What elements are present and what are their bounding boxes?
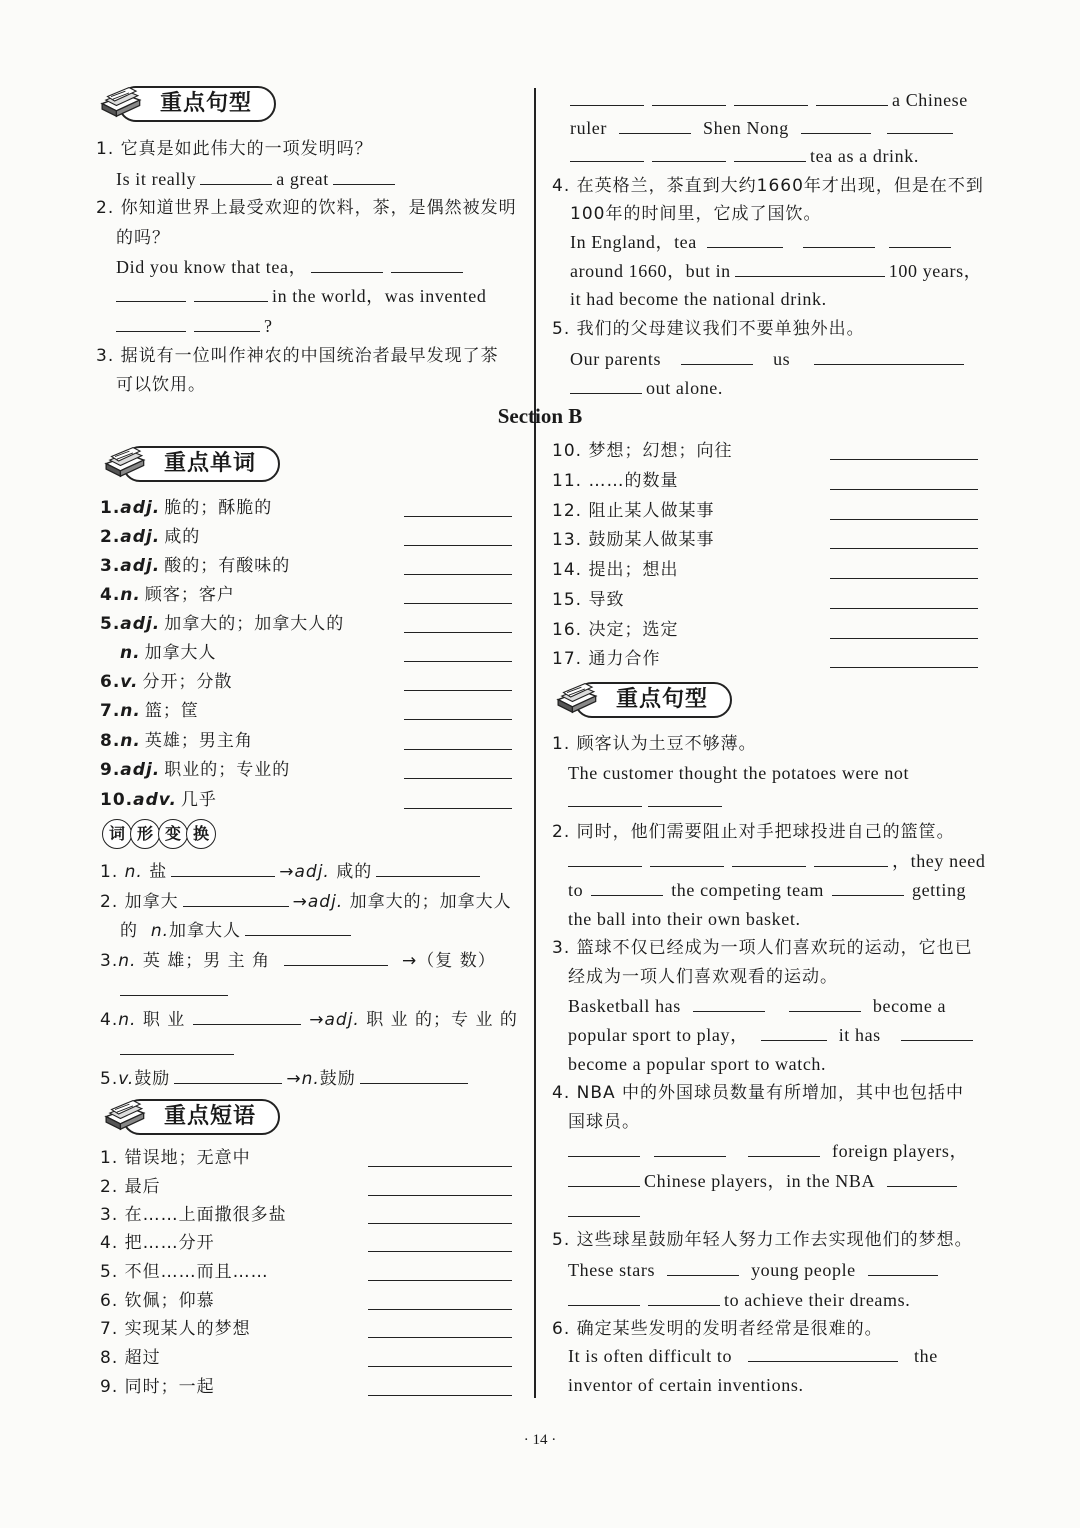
zh: 职 业 的；专 业 的 [366,1010,518,1030]
blank[interactable] [284,949,388,966]
part-of-speech: adj. [120,760,161,780]
word-meaning: 篮；筐 [144,701,199,721]
answer-line[interactable] [404,749,512,750]
blank[interactable] [693,995,765,1012]
sentence-en-line: the ball into their own basket. [568,909,801,929]
header-label: 重点单词 [122,446,280,482]
phrase-item: 5. 不但……而且…… [100,1262,269,1282]
text: to achieve their dreams. [724,1290,911,1310]
header-char: 词 [102,819,132,849]
word-meaning: 顾客；客户 [144,585,235,605]
question-en-line [570,348,968,370]
header-label: 重点句型 [574,682,732,718]
zh: 2. 加拿大 [100,892,179,912]
blank[interactable] [814,348,964,365]
blank[interactable] [194,315,260,332]
blank[interactable] [889,231,951,248]
phrase-item: 7. 实现某人的梦想 [100,1319,251,1339]
question-en-line [116,256,467,278]
sentence-en-line [568,1259,942,1281]
num: 5. [100,1069,119,1089]
blank[interactable] [391,256,463,273]
blank[interactable] [116,285,186,302]
blank[interactable] [887,1170,957,1187]
blank[interactable] [816,89,888,106]
pos: n. [118,951,137,971]
text: become a [872,996,947,1016]
question-en-line [570,231,955,253]
zh: 咸的 [336,862,373,882]
word-item [100,613,344,635]
num: 3. [100,951,119,971]
part-of-speech: adj. [120,556,161,576]
word-form-item [120,919,355,942]
question-en-line [570,89,968,111]
phrase-item: 6. 钦佩；仰慕 [100,1291,215,1311]
question-zh: 1. 它真是如此伟大的一项发明吗？ [96,139,373,159]
word-meaning: 加拿大人 [144,643,217,663]
zh: 职 业 [142,1010,186,1030]
section-title: Section B [497,404,583,428]
answer-line[interactable] [368,1309,512,1310]
text: it has [838,1025,881,1045]
page-number: · 14 · [523,1432,557,1448]
phrase-item: 12. 阻止某人做某事 [552,501,715,521]
question-zh: 5. 我们的父母建议我们不要单独外出。 [552,319,865,339]
blank[interactable] [200,168,272,185]
answer-line[interactable] [404,632,512,633]
blank[interactable] [193,1008,301,1025]
blank[interactable] [591,879,663,896]
blank[interactable] [568,1289,640,1306]
blank[interactable] [568,1140,640,1157]
part-of-speech: adv. [133,790,177,810]
blank[interactable] [832,879,904,896]
text: popular sport to play， [568,1025,749,1045]
arrow: → [286,1069,302,1089]
blank[interactable] [570,377,642,394]
word-form-item [100,1008,518,1031]
text: ? [264,316,273,336]
word-item [100,759,290,781]
blank[interactable] [568,1170,640,1187]
blank[interactable] [868,1259,938,1276]
section-header-key-sentences-a [96,82,296,122]
answer-line[interactable] [404,516,512,517]
pos: n. [124,862,143,882]
part-of-speech: n. [120,701,141,721]
question-en-line [570,117,957,139]
phrase-item: 3. 在……上面撒很多盐 [100,1205,287,1225]
blank[interactable] [650,850,724,867]
answer-line[interactable] [120,995,228,996]
item-number: 4. [100,585,121,605]
pos: adj. [307,892,344,912]
sentence-zh: 4. NBA 中的外国球员数量有所增加，其中也包括中 [552,1083,965,1103]
part-of-speech: v. [120,672,139,692]
question-zh: 可以饮用。 [116,375,206,395]
sentence-zh: 6. 确定某些发明的发明者经常是很难的。 [552,1319,883,1339]
section-header-key-phrases [100,1095,300,1135]
answer-line[interactable] [404,603,512,604]
question-en-line [570,145,919,167]
question-zh: 100年的时间里，它成了国饮。 [570,204,822,224]
num: 1. [100,862,119,882]
blank[interactable] [648,1289,720,1306]
sentence-en-line [568,1140,968,1162]
phrase-item: 13. 鼓励某人做某事 [552,530,715,550]
word-item [100,584,235,606]
arrow: → [279,862,295,882]
blank[interactable] [887,117,953,134]
section-header-key-sentences-b [552,678,752,718]
text: a great [276,169,329,189]
question-en-line: it had become the national drink. [570,289,827,309]
text: Chinese players，in the NBA [644,1171,876,1191]
word-meaning: 脆的；酥脆的 [164,498,273,518]
sentence-zh: 经成为一项人们喜欢观看的运动。 [568,967,838,987]
pos: n. [301,1069,320,1089]
text: a Chinese [892,90,968,110]
blank[interactable] [761,1024,827,1041]
text: us [773,349,791,369]
question-en-line [116,168,399,190]
question-en-line [116,315,273,337]
text: 100 years， [888,261,983,281]
blank[interactable] [801,117,871,134]
blank[interactable] [652,145,726,162]
blank[interactable] [194,285,268,302]
text: the competing team [671,880,824,900]
text: In England，tea [570,232,697,252]
answer-line[interactable] [368,1166,512,1167]
word-meaning: 加拿大的；加拿大人的 [164,614,345,634]
sentence-zh: 国球员。 [568,1112,640,1132]
answer-line[interactable] [830,459,978,460]
header-char: 换 [186,819,216,849]
text: These stars [568,1260,656,1280]
blank[interactable] [619,117,691,134]
text: ，they need [892,851,986,871]
text: getting [911,880,967,900]
blank[interactable] [732,850,806,867]
blank[interactable] [901,1024,973,1041]
num: 4. [100,1010,119,1030]
zh: 加拿大的；加拿大人 [349,892,512,912]
sentence-en-line [568,790,726,812]
phrase-item: 10. 梦想；幻想；向往 [552,441,733,461]
text: tea as a drink. [810,146,919,166]
blank[interactable] [116,315,186,332]
word-meaning: 酸的；有酸味的 [164,556,291,576]
blank[interactable] [652,89,726,106]
text: to [568,880,584,900]
arrow: → [292,892,308,912]
word-form-item [100,949,496,972]
answer-line[interactable] [404,545,512,546]
arrow: → [309,1010,325,1030]
word-item [100,526,200,548]
part-of-speech: adj. [120,527,161,547]
blank[interactable] [183,890,289,907]
blank[interactable] [748,1345,898,1362]
text: the [914,1346,938,1366]
blank[interactable] [568,850,642,867]
sentence-en-line [568,1289,910,1311]
blank[interactable] [568,790,642,807]
text: ruler [570,118,607,138]
phrase-item: 8. 超过 [100,1348,161,1368]
sentence-en-line: The customer thought the potatoes were not [568,763,910,783]
word-item [100,497,272,519]
header-label: 重点句型 [118,86,276,122]
sentence-en-line [568,995,946,1017]
header-char: 变 [158,819,188,849]
word-item [100,730,253,752]
header-label: 重点短语 [122,1099,280,1135]
phrase-item: 17. 通力合作 [552,649,661,669]
phrase-item: 9. 同时；一起 [100,1377,215,1397]
answer-line[interactable] [830,578,978,579]
book-icon [100,1097,148,1131]
answer-line[interactable] [404,808,512,809]
blank[interactable] [333,168,395,185]
text: Is it really [116,169,197,189]
blank[interactable] [667,1259,739,1276]
question-en-line [570,377,723,399]
part-of-speech: n. [120,585,141,605]
text: young people [751,1260,856,1280]
answer-line[interactable] [404,778,512,779]
word-item [100,789,217,811]
answer-line[interactable] [830,638,978,639]
zh: 的 [120,921,138,941]
sentence-zh: 1. 顾客认为土豆不够薄。 [552,734,757,754]
item-number: 10. [100,790,134,810]
blank[interactable] [814,850,888,867]
text: out alone. [646,378,723,398]
phrase-item: 14. 提出；想出 [552,560,679,580]
blank[interactable] [681,348,753,365]
pos: adj. [294,862,330,882]
answer-line[interactable] [368,1251,512,1252]
sentence-en-line [568,1345,938,1367]
answer-line[interactable] [830,548,978,549]
blank[interactable] [360,1067,468,1084]
question-zh: 的吗？ [116,228,170,248]
answer-line[interactable] [830,608,978,609]
answer-line[interactable] [404,661,512,662]
blank[interactable] [376,860,480,877]
answer-line[interactable] [404,574,512,575]
sentence-zh: 3. 篮球不仅已经成为一项人们喜欢玩的运动，它也已 [552,938,973,958]
item-number: 9. [100,760,121,780]
blank[interactable] [735,260,885,277]
blank[interactable] [570,145,644,162]
question-zh: 3. 据说有一位叫作神农的中国统治者最早发现了茶 [96,346,499,366]
zh: 英 雄；男 主 角 [142,951,271,971]
answer-line[interactable] [830,667,978,668]
blank[interactable] [707,231,783,248]
word-form-item [100,890,512,913]
sentence-en-line [568,1170,961,1192]
section-header-key-words [100,442,300,482]
word-meaning: 几乎 [180,790,217,810]
blank[interactable] [174,1067,282,1084]
phrase-item: 1. 错误地；无意中 [100,1148,251,1168]
zh: 鼓励 [134,1069,171,1089]
word-form-item [100,860,484,883]
sentence-en-line: become a popular sport to watch. [568,1054,827,1074]
part-of-speech: n. [120,731,141,751]
answer-line[interactable] [368,1395,512,1396]
question-zh: 2. 你知道世界上最受欢迎的饮料，茶，是偶然被发明 [96,198,517,218]
phrase-item: 16. 决定；选定 [552,620,679,640]
item-number: 3. [100,556,121,576]
text: foreign players， [832,1141,969,1161]
item-number: 8. [100,731,121,751]
zh: 鼓励 [319,1069,356,1089]
word-meaning: 咸的 [164,527,201,547]
zh: 盐 [149,862,168,882]
answer-line[interactable] [404,690,512,691]
item-number: 5. [100,614,121,634]
word-meaning: 职业的；专业的 [164,760,291,780]
answer-line[interactable] [368,1337,512,1338]
item-number: 2. [100,527,121,547]
blank[interactable] [789,995,861,1012]
item-number: 1. [100,498,121,518]
pos: n. [150,921,169,941]
answer-line[interactable] [830,489,978,490]
blank[interactable] [311,256,383,273]
word-meaning: 英雄；男主角 [144,731,253,751]
blank[interactable] [803,231,875,248]
blank[interactable] [734,89,808,106]
pos: n. [118,1010,137,1030]
pos: adj. [324,1010,360,1030]
question-zh: 4. 在英格兰，茶直到大约1660年才出现，但是在不到 [552,176,984,196]
arrow: →（复 数） [402,951,496,971]
word-item [100,671,232,693]
item-number: 6. [100,672,121,692]
answer-line[interactable] [368,1280,512,1281]
sentence-en-line [568,1024,977,1046]
blank[interactable] [734,145,806,162]
book-icon [100,444,148,478]
text: Did you know that tea， [116,257,308,277]
answer-line[interactable] [404,719,512,720]
blank[interactable] [570,89,644,106]
answer-line[interactable] [368,1195,512,1196]
question-en-line [116,285,486,307]
sentence-en-line: inventor of certain inventions. [568,1375,804,1395]
phrase-item: 4. 把……分开 [100,1233,215,1253]
text: Our parents [570,349,662,369]
part-of-speech: adj. [120,498,161,518]
word-form-item [100,1067,472,1090]
word-meaning: 分开；分散 [142,672,233,692]
text: around 1660，but in [570,261,731,281]
pos: v. [118,1069,135,1089]
sentence-en-line [568,850,985,872]
sentence-en-line [568,879,966,901]
text: Shen Nong [702,118,789,138]
blank[interactable] [245,919,351,936]
zh: 加拿大人 [169,921,241,941]
phrase-item: 11. ……的数量 [552,471,679,491]
word-forms-header [102,819,214,849]
blank[interactable] [748,1140,820,1157]
text: It is often difficult to [568,1346,733,1366]
phrase-item: 2. 最后 [100,1177,161,1197]
word-item [100,555,290,577]
blank[interactable] [654,1140,726,1157]
phrase-item: 15. 导致 [552,590,625,610]
book-icon [552,680,600,714]
answer-line[interactable] [120,1054,234,1055]
answer-line[interactable] [830,519,978,520]
answer-line[interactable] [368,1223,512,1224]
part-of-speech: n. [120,643,141,663]
sentence-zh: 2. 同时，他们需要阻止对手把球投进自己的篮筐。 [552,822,955,842]
answer-line[interactable] [568,1216,640,1217]
word-item [120,642,217,664]
book-icon [96,84,144,118]
text: in the world，was invented [272,286,487,306]
header-char: 形 [130,819,160,849]
part-of-speech: adj. [120,614,161,634]
blank[interactable] [648,790,722,807]
question-en-line [570,260,982,282]
sentence-zh: 5. 这些球星鼓励年轻人努力工作去实现他们的梦想。 [552,1230,973,1250]
word-item [100,700,199,722]
answer-line[interactable] [368,1366,512,1367]
item-number: 7. [100,701,121,721]
column-divider [534,88,536,1398]
text: Basketball has [568,996,681,1016]
blank[interactable] [171,860,275,877]
